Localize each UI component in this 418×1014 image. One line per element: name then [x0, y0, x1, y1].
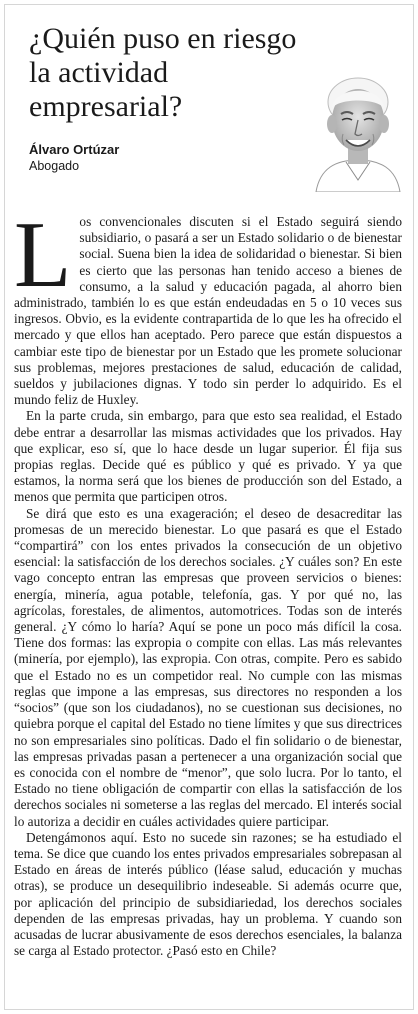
author-portrait [310, 72, 406, 192]
article-body [14, 203, 402, 959]
article-title: ¿Quién puso en riesgo la actividad empresarial? [29, 22, 297, 123]
author-role: Abogado [29, 159, 80, 173]
paragraph-1 [14, 203, 402, 408]
article-header [0, 0, 418, 200]
paragraph-1-text: os convencionales discuten si el Estado seguirá siendo subsidiario, o pasará a ser un Estado solidario o de bienestar social. Suena bien la idea de solidaridad o bienestar. Si bien es cierto que las personas han tenido acceso a bienes de consumo, a la salud y educación pagada, al ahorro bien administrado, también lo es que están endeudadas en 5 o 10 veces sus ingresos. Obvio, es la evidente contrapartida de lo que les ha ofrecido el mercado y que ellos han aceptado. Pero parece que están dispuestos a cambiar este tipo de bienestar por un Estado que les promete solucionar sus problemas, mejores prestaciones de salud, educación de calidad, sueldos y jubilaciones dignas. Y todo sin perder lo adquirido. Es el mundo feliz de Huxley. [14, 214, 402, 408]
drop-cap: L [14, 203, 72, 307]
paragraph-2: En la parte cruda, sin embargo, para que esto sea realidad, el Estado debe entrar a desarrollar las mismas actividades que los privados. Hay que explicar, eso sí, que lo hace desde un lugar superior. Él fija sus propias reglas. Decide qué es público y qué es privado. Y ya que estamos, la norma será que los bienes de producción son del Estado, a menos que permita que participen otros. [14, 408, 402, 505]
author-name: Álvaro Ortúzar [29, 142, 120, 157]
paragraph-3: Se dirá que esto es una exageración; el deseo de desacreditar las promesas de un merecido bienestar. Lo que pasará es que el Estado “compartirá” con los entes privados la consecución de un objetivo esencial: la satisfacción de los derechos sociales. ¿Y cuáles son? En este vago concepto entran las empresas que proveen servicios o bienes: energía, minería, agua potable, telefonía, gas. Y por qué no, las agrícolas, forestales, de alimentos, automotrices. Todas son de interés general. ¿Y cómo lo haría? Aquí se pone un poco más difícil la cosa. Tiene dos formas: las expropia o compite con ellas. Las más relevantes (minería, por ejemplo), las expropia. Con otras, compite. Pero es sabido que el Estado no es un competidor real. No cumple con las mismas reglas que impone a las empresas, sus directores no responden a los “socios” (que son los ciudadanos), no se cuestionan sus decisiones, no quiebra porque el capital del Estado no tiene límites y que sus directrices no son empresariales sino políticas. Dado el fin solidario o de bienestar, las empresas privadas pasan a pertenecer a una organización social que es conocida con el nombre de “menor”, que solo lucra. Por lo tanto, el Estado no tiene obligación de compartir con ellas la satisfacción de los derechos sociales ni someterse a las reglas del mercado. El interés social lo autoriza a decidir en cuáles actividades quiere participar. [14, 505, 402, 829]
paragraph-4: Detengámonos aquí. Esto no sucede sin razones; se ha estudiado el tema. Se dice que cuando los entes privados empresariales sobrepasan al Estado en áreas de interés público (léase salud, educación y muchas otras), se produce un desequilibrio indeseable. Si además ocurre que, por aplicación del principio de subsidiariedad, los derechos sociales dependen de las empresas privadas, hay un problema. Y cuando son acusadas de lucrar abusivamente de esos derechos esenciales, la balanza se carga al Estado protector. ¿Pasó esto en Chile? [14, 829, 402, 959]
